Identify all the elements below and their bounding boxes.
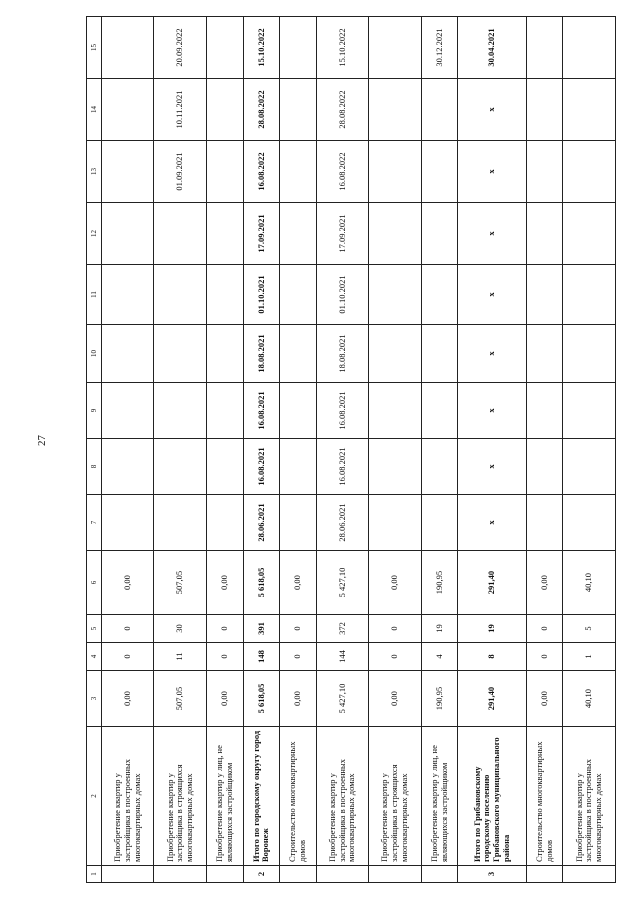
column-number-cell: 2 (87, 727, 102, 866)
table-cell (280, 141, 317, 203)
table-cell: 0 (369, 643, 421, 671)
table-cell: 0,00 (369, 551, 421, 615)
table-cell: 0 (206, 615, 243, 643)
table-row (458, 17, 526, 883)
table-cell: 0,00 (526, 551, 563, 615)
table-cell: 28.08.2022 (243, 79, 280, 141)
table-cell: 4 (421, 643, 458, 671)
table-cell (154, 325, 206, 383)
table-cell (421, 79, 458, 141)
table-row (243, 17, 280, 883)
row-description-cell: Строительство многоквартирных домов (526, 727, 563, 866)
table-cell: 16.08.2022 (243, 141, 280, 203)
row-description-cell: Приобретение квартир у застройщика в построенных многоквартирных домах (316, 727, 368, 866)
table-cell (526, 495, 563, 551)
table-row (102, 17, 154, 883)
column-number-cell: 4 (87, 643, 102, 671)
column-number-cell: 3 (87, 671, 102, 727)
table-cell (526, 17, 563, 79)
table-cell: 16.08.2021 (316, 383, 368, 439)
table-cell (206, 79, 243, 141)
table-cell (102, 325, 154, 383)
row-number-cell (280, 866, 317, 883)
row-description-cell: Приобретение квартир у лиц, не являющихся застройщиком (421, 727, 458, 866)
table-cell: 0,00 (102, 551, 154, 615)
table-cell (563, 203, 616, 265)
table-cell: 5 427,10 (316, 551, 368, 615)
table-cell: 40,10 (563, 671, 616, 727)
table-cell: 0 (369, 615, 421, 643)
table-cell (421, 325, 458, 383)
table-cell (206, 495, 243, 551)
table-cell (280, 265, 317, 325)
column-number-cell: 14 (87, 79, 102, 141)
table-cell: x (458, 141, 526, 203)
table-cell: 17.09.2021 (243, 203, 280, 265)
table-cell: 11 (154, 643, 206, 671)
table-cell: 01.10.2021 (316, 265, 368, 325)
table-cell (206, 141, 243, 203)
column-number-cell: 1 (87, 866, 102, 883)
table-cell: 291,40 (458, 671, 526, 727)
table-cell: 28.06.2021 (316, 495, 368, 551)
column-number-row (87, 17, 102, 883)
row-number-cell: 2 (243, 866, 280, 883)
table-cell: 148 (243, 643, 280, 671)
table-cell (369, 203, 421, 265)
row-description-cell: Итого по городскому округу город Воронеж (243, 727, 280, 866)
table-cell (421, 265, 458, 325)
table-cell: 0 (526, 615, 563, 643)
row-description-cell: Приобретение квартир у застройщика в строящихся многоквартирных домах (154, 727, 206, 866)
table-row (421, 17, 458, 883)
table-cell: 18.08.2021 (316, 325, 368, 383)
table-cell: 16.08.2021 (243, 439, 280, 495)
table-cell: 5 (563, 615, 616, 643)
row-description-cell: Приобретение квартир у лиц, не являющихся застройщиком (206, 727, 243, 866)
table-cell: 17.09.2021 (316, 203, 368, 265)
table-cell (369, 325, 421, 383)
table-cell (369, 439, 421, 495)
table-cell (369, 383, 421, 439)
row-number-cell: 3 (458, 866, 526, 883)
table-cell (563, 17, 616, 79)
row-number-cell (102, 866, 154, 883)
table-cell (563, 79, 616, 141)
row-description-cell: Приобретение квартир у застройщика в построенных многоквартирных домах (102, 727, 154, 866)
table-row (369, 17, 421, 883)
table-cell: 0,00 (369, 671, 421, 727)
table-row (526, 17, 563, 883)
column-number-cell: 13 (87, 141, 102, 203)
table-cell: 8 (458, 643, 526, 671)
table-cell: 190,95 (421, 551, 458, 615)
column-number-cell: 15 (87, 17, 102, 79)
table-cell: 10.11.2021 (154, 79, 206, 141)
row-number-cell (421, 866, 458, 883)
column-number-cell: 5 (87, 615, 102, 643)
table-cell (206, 203, 243, 265)
table-cell (154, 383, 206, 439)
table-cell (369, 265, 421, 325)
table-cell (369, 141, 421, 203)
row-number-cell (369, 866, 421, 883)
table-cell (102, 439, 154, 495)
table-cell (102, 17, 154, 79)
table-cell (102, 265, 154, 325)
table-cell (526, 141, 563, 203)
table-cell (206, 383, 243, 439)
table-cell (206, 325, 243, 383)
table-cell (102, 203, 154, 265)
table-cell: 0,00 (526, 671, 563, 727)
row-number-cell (154, 866, 206, 883)
table-cell: 0,00 (102, 671, 154, 727)
table-cell (102, 495, 154, 551)
table-cell: 16.08.2022 (316, 141, 368, 203)
table-cell (102, 383, 154, 439)
table-cell: 0 (280, 643, 317, 671)
table-cell: 19 (421, 615, 458, 643)
program-table (86, 16, 616, 883)
table-cell: 507,05 (154, 551, 206, 615)
table-cell (154, 203, 206, 265)
table-cell: 0 (206, 643, 243, 671)
table-cell: 28.06.2021 (243, 495, 280, 551)
table-cell (102, 79, 154, 141)
table-cell: x (458, 325, 526, 383)
table-cell (280, 203, 317, 265)
table-cell (421, 439, 458, 495)
table-cell: 16.08.2021 (316, 439, 368, 495)
table-cell (526, 439, 563, 495)
table-cell: 30.04.2021 (458, 17, 526, 79)
table-cell (280, 383, 317, 439)
column-number-cell: 7 (87, 495, 102, 551)
row-number-cell (206, 866, 243, 883)
table-cell (280, 79, 317, 141)
table-cell: 0,00 (280, 551, 317, 615)
table-cell: 16.08.2021 (243, 383, 280, 439)
table-cell (421, 383, 458, 439)
table-cell: 30 (154, 615, 206, 643)
table-cell: 5 618,05 (243, 671, 280, 727)
table-cell (563, 141, 616, 203)
row-description-cell: Приобретение квартир у застройщика в строящихся многоквартирных домах (369, 727, 421, 866)
table-cell (526, 265, 563, 325)
table-cell (206, 439, 243, 495)
table-cell: 28.08.2022 (316, 79, 368, 141)
table-cell (369, 17, 421, 79)
row-number-cell (316, 866, 368, 883)
table-cell (563, 325, 616, 383)
table-cell: 0,00 (206, 551, 243, 615)
table-cell: x (458, 79, 526, 141)
row-description-cell: Итого по Грибановскому городскому поселению Грибановского муниципального района (458, 727, 526, 866)
table-cell (206, 265, 243, 325)
table-cell: 0 (102, 615, 154, 643)
row-description-cell: Приобретение квартир у застройщика в построенных многоквартирных домах (563, 727, 616, 866)
column-number-cell: 11 (87, 265, 102, 325)
table-cell (206, 17, 243, 79)
column-number-cell: 6 (87, 551, 102, 615)
table-cell: x (458, 383, 526, 439)
table-cell: 190,95 (421, 671, 458, 727)
table-cell (421, 495, 458, 551)
column-number-cell: 10 (87, 325, 102, 383)
table-cell (369, 495, 421, 551)
table-cell: x (458, 495, 526, 551)
table-cell (280, 17, 317, 79)
table-cell (526, 79, 563, 141)
table-cell: 1 (563, 643, 616, 671)
table-cell: x (458, 203, 526, 265)
table-cell (526, 203, 563, 265)
table-cell: 291,40 (458, 551, 526, 615)
table-cell: 15.10.2022 (316, 17, 368, 79)
table-cell: 01.09.2021 (154, 141, 206, 203)
table-cell (280, 439, 317, 495)
table-row (316, 17, 368, 883)
table-cell (280, 495, 317, 551)
column-number-cell: 9 (87, 383, 102, 439)
table-cell (154, 495, 206, 551)
table-cell: 372 (316, 615, 368, 643)
row-number-cell (563, 866, 616, 883)
column-number-cell: 8 (87, 439, 102, 495)
table-cell (563, 495, 616, 551)
table-cell (369, 79, 421, 141)
table-cell: 0 (102, 643, 154, 671)
table-cell: 0,00 (280, 671, 317, 727)
table-row (280, 17, 317, 883)
table-cell: 01.10.2021 (243, 265, 280, 325)
table-cell (154, 265, 206, 325)
table-cell (154, 439, 206, 495)
table-cell: 0 (280, 615, 317, 643)
table-cell: 15.10.2022 (243, 17, 280, 79)
table-cell: x (458, 265, 526, 325)
table-cell (563, 383, 616, 439)
table-cell: 5 618,05 (243, 551, 280, 615)
table-cell: 391 (243, 615, 280, 643)
table-cell: 507,05 (154, 671, 206, 727)
column-number-cell: 12 (87, 203, 102, 265)
row-description-cell: Строительство многоквартирных домов (280, 727, 317, 866)
table-cell (421, 141, 458, 203)
table-cell: 30.12.2021 (421, 17, 458, 79)
table-cell (280, 325, 317, 383)
table-cell: 144 (316, 643, 368, 671)
table-cell: 19 (458, 615, 526, 643)
table-cell (102, 141, 154, 203)
table-row (563, 17, 616, 883)
rotated-table-container (86, 17, 616, 883)
table-cell (563, 265, 616, 325)
table-cell (526, 325, 563, 383)
table-cell: 5 427,10 (316, 671, 368, 727)
table-cell: x (458, 439, 526, 495)
table-cell: 20.09.2022 (154, 17, 206, 79)
table-cell: 0 (526, 643, 563, 671)
table-row (154, 17, 206, 883)
table-row (206, 17, 243, 883)
table-cell: 0,00 (206, 671, 243, 727)
table-cell (563, 439, 616, 495)
table-cell (421, 203, 458, 265)
page-number: 27 (36, 435, 48, 446)
table-cell (526, 383, 563, 439)
table-cell: 40,10 (563, 551, 616, 615)
table-cell: 18.08.2021 (243, 325, 280, 383)
row-number-cell (526, 866, 563, 883)
